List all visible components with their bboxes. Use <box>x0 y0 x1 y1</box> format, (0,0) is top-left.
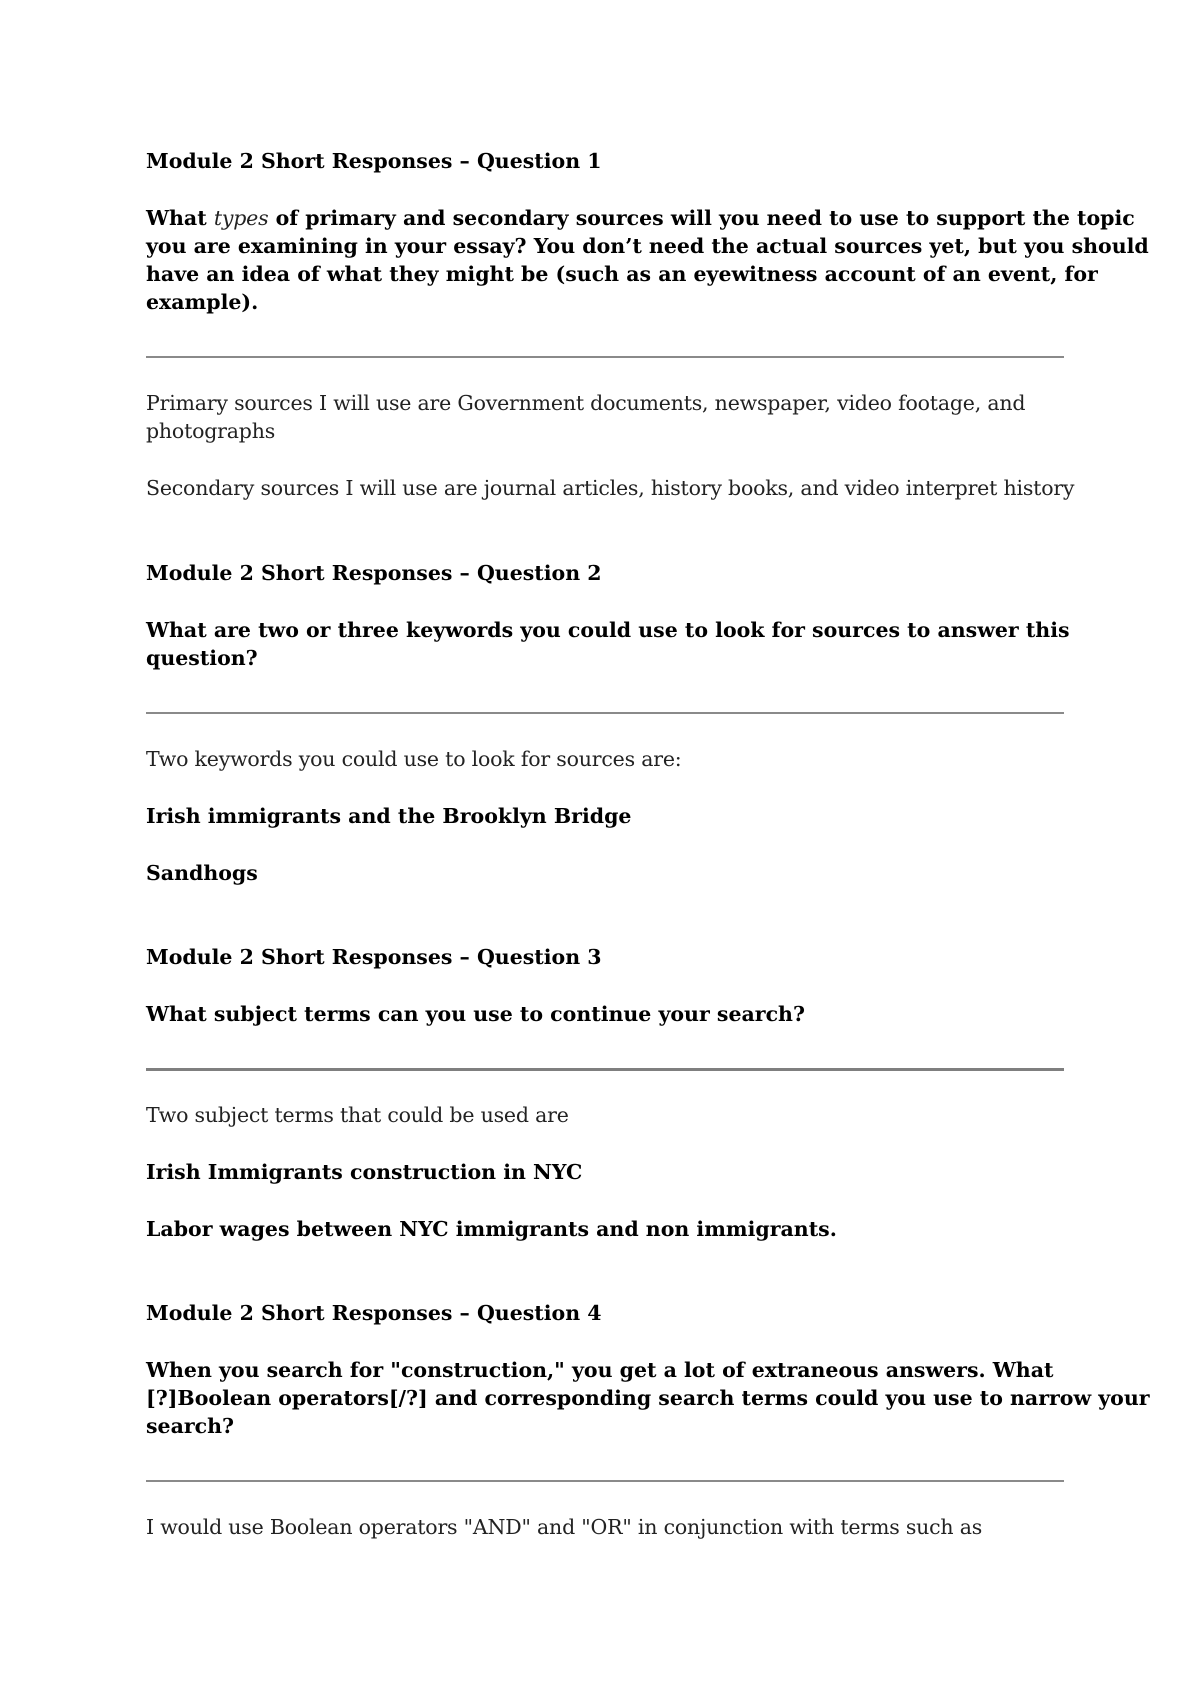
answer-item-q2-2: Sandhogs <box>146 861 258 885</box>
answer-intro-q3: Two subject terms that could be used are <box>146 1103 569 1127</box>
divider-q4 <box>146 1480 1064 1482</box>
question-text-q2-line-1: What are two or three keywords you could use to look for sources to answer this <box>146 618 1070 642</box>
answer-intro-q4: I would use Boolean operators "AND" and "OR" in conjunction with terms such as <box>146 1515 983 1539</box>
divider-q2 <box>146 712 1064 714</box>
question-text-q2-line-2: question? <box>146 646 258 670</box>
question-text-q1-line-3: have an idea of what they might be (such as an eyewitness account of an event, for <box>146 262 1098 286</box>
answer-item-q2-1: Irish immigrants and the Brooklyn Bridge <box>146 804 632 828</box>
answer-text-q1-line-1: Primary sources I will use are Government documents, newspaper, video footage, and <box>146 391 1026 415</box>
question-text-q1-line-1: What types of primary and secondary sources will you need to use to support the topic <box>146 206 1135 230</box>
section-heading-q4: Module 2 Short Responses – Question 4 <box>146 1301 602 1325</box>
answer-item-q3-2: Labor wages between NYC immigrants and non immigrants. <box>146 1217 837 1241</box>
answer-text-q1-line-2: photographs <box>146 419 276 443</box>
question-text-q4-line-1: When you search for "construction," you get a lot of extraneous answers. What <box>146 1358 1054 1382</box>
answer-text-q1-line-3: Secondary sources I will use are journal articles, history books, and video interpret history <box>146 476 1075 500</box>
question-text-q1-line-4: example). <box>146 290 259 314</box>
divider-q3 <box>146 1068 1064 1071</box>
answer-intro-q2: Two keywords you could use to look for sources are: <box>146 747 682 771</box>
section-heading-q3: Module 2 Short Responses – Question 3 <box>146 945 602 969</box>
divider-q1 <box>146 356 1064 358</box>
answer-item-q3-1: Irish Immigrants construction in NYC <box>146 1160 583 1184</box>
question-text-q4-line-3: search? <box>146 1414 235 1438</box>
question-text-q1-line-2: you are examining in your essay? You don’t need the actual sources yet, but you should <box>146 234 1149 258</box>
section-heading-q1: Module 2 Short Responses – Question 1 <box>146 149 602 173</box>
question-text-q3-line-1: What subject terms can you use to continue your search? <box>146 1002 805 1026</box>
section-heading-q2: Module 2 Short Responses – Question 2 <box>146 561 602 585</box>
question-text-q4-line-2: [?]Boolean operators[/?] and corresponding search terms could you use to narrow your <box>146 1386 1150 1410</box>
